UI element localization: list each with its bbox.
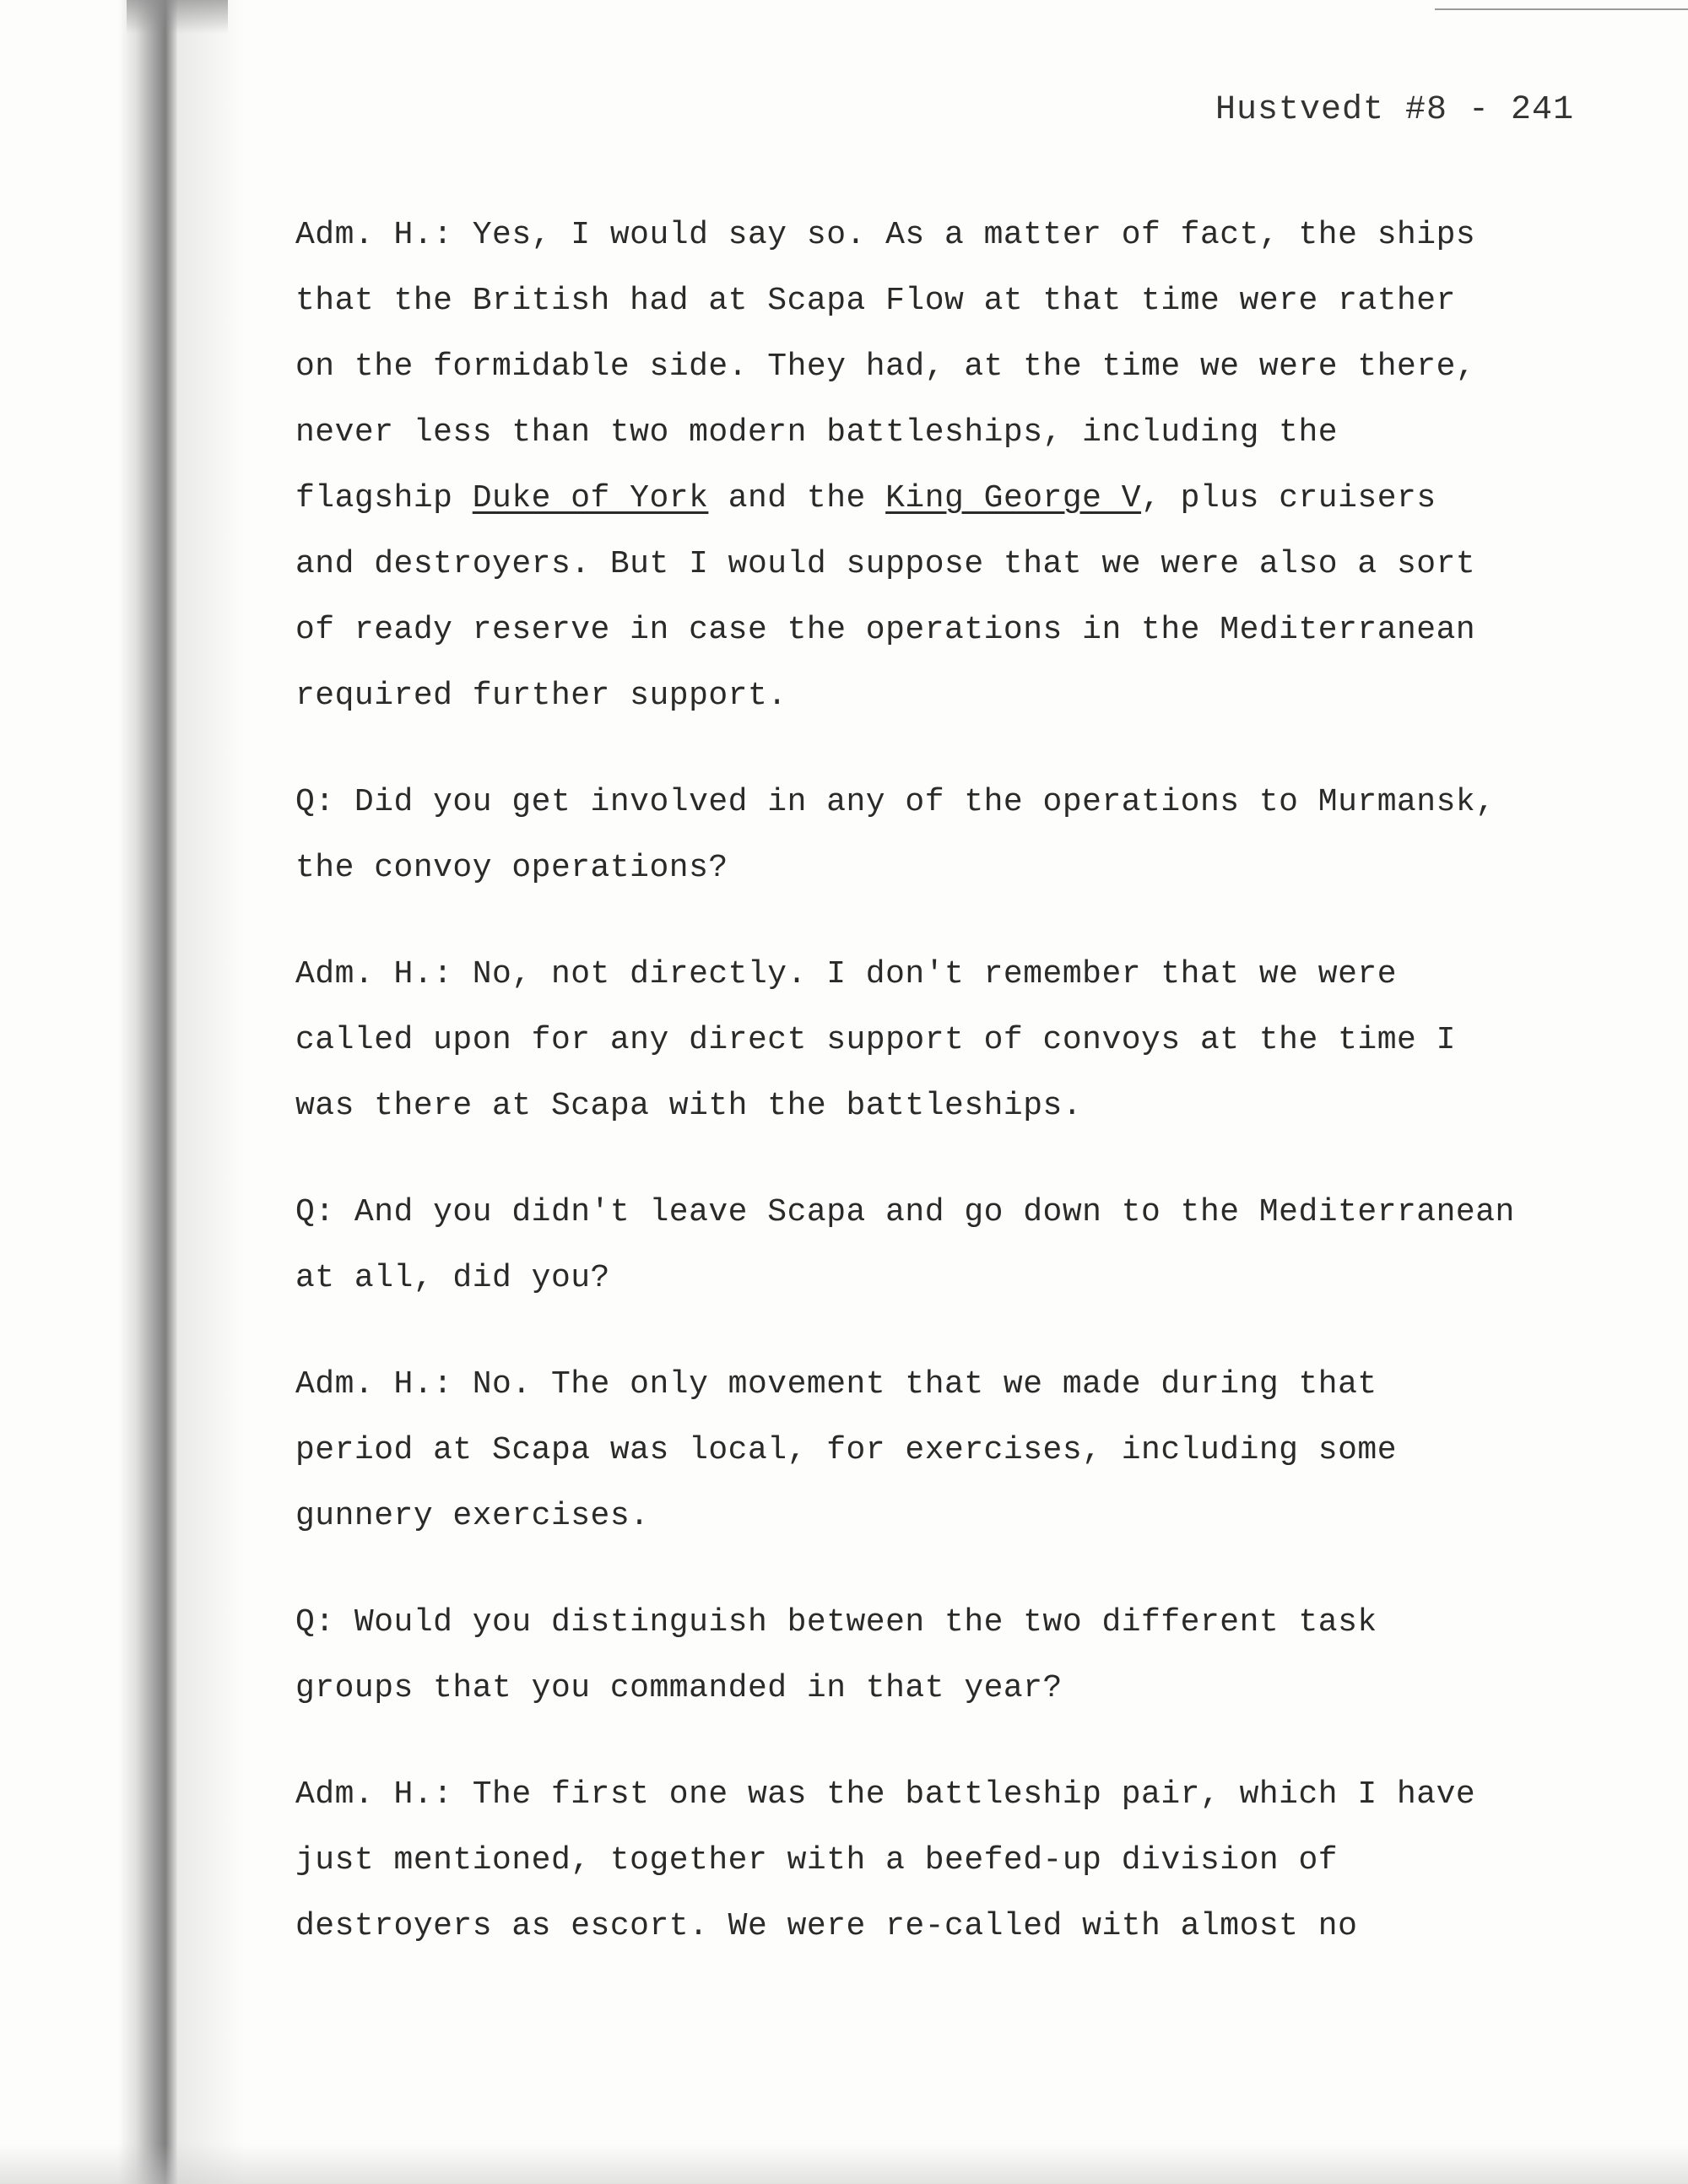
binding-shadow	[118, 0, 177, 2184]
page-bottom-shadow	[0, 2143, 1688, 2184]
text-line: Adm. H.: No. The only movement that we made during that	[295, 1366, 1377, 1403]
text-line: Adm. H.: The first one was the battleship pair, which I have	[295, 1776, 1476, 1813]
binding-shadow-fade	[177, 0, 245, 2184]
text-line: gunnery exercises.	[295, 1498, 650, 1534]
text-segment: flagship	[295, 480, 473, 516]
text-line: destroyers as escort. We were re-called with almost no	[295, 1908, 1358, 1944]
binding-shadow-top	[127, 0, 228, 34]
paragraph-4	[295, 1180, 1578, 1311]
text-line: that the British had at Scapa Flow at that time were rather	[295, 283, 1456, 319]
paragraph-7	[295, 1762, 1578, 1960]
text-segment: , plus cruisers	[1141, 480, 1436, 516]
text-line: was there at Scapa with the battleships.	[295, 1088, 1083, 1124]
paragraph-5	[295, 1352, 1578, 1549]
text-line: on the formidable side. They had, at the time we were there,	[295, 349, 1476, 385]
text-line: Adm. H.: No, not directly. I don't remember that we were	[295, 956, 1398, 992]
text-line: never less than two modern battleships, including the	[295, 414, 1339, 451]
text-line: of ready reserve in case the operations in the Mediterranean	[295, 612, 1476, 648]
text-line: period at Scapa was local, for exercises, including some	[295, 1432, 1398, 1468]
paragraph-1	[295, 203, 1578, 729]
text-line: and destroyers. But I would suppose that we were also a sort	[295, 546, 1476, 582]
text-line	[295, 466, 1578, 532]
paragraph-2	[295, 770, 1578, 901]
text-line: the convoy operations?	[295, 850, 728, 886]
text-line: Adm. H.: Yes, I would say so. As a matter of fact, the ships	[295, 217, 1476, 253]
top-edge-line	[1435, 8, 1688, 10]
text-line: Q: Would you distinguish between the two different task	[295, 1604, 1377, 1641]
ship-name-duke-of-york: Duke of York	[472, 480, 709, 516]
page-number-header: Hustvedt #8 - 241	[1215, 91, 1575, 129]
paragraph-6	[295, 1590, 1578, 1722]
text-segment: and the	[708, 480, 886, 516]
text-line: at all, did you?	[295, 1260, 610, 1296]
paragraph-3	[295, 942, 1578, 1139]
ship-name-king-george-v: King George V	[885, 480, 1142, 516]
text-line: groups that you commanded in that year?	[295, 1670, 1063, 1706]
text-line: Q: Did you get involved in any of the operations to Murmansk,	[295, 784, 1496, 820]
text-line: Q: And you didn't leave Scapa and go down to the Mediterranean	[295, 1194, 1515, 1230]
transcript-body	[295, 203, 1578, 2000]
text-line: just mentioned, together with a beefed-up division of	[295, 1842, 1339, 1879]
text-line: called upon for any direct support of convoys at the time I	[295, 1022, 1456, 1058]
text-line: required further support.	[295, 678, 787, 714]
